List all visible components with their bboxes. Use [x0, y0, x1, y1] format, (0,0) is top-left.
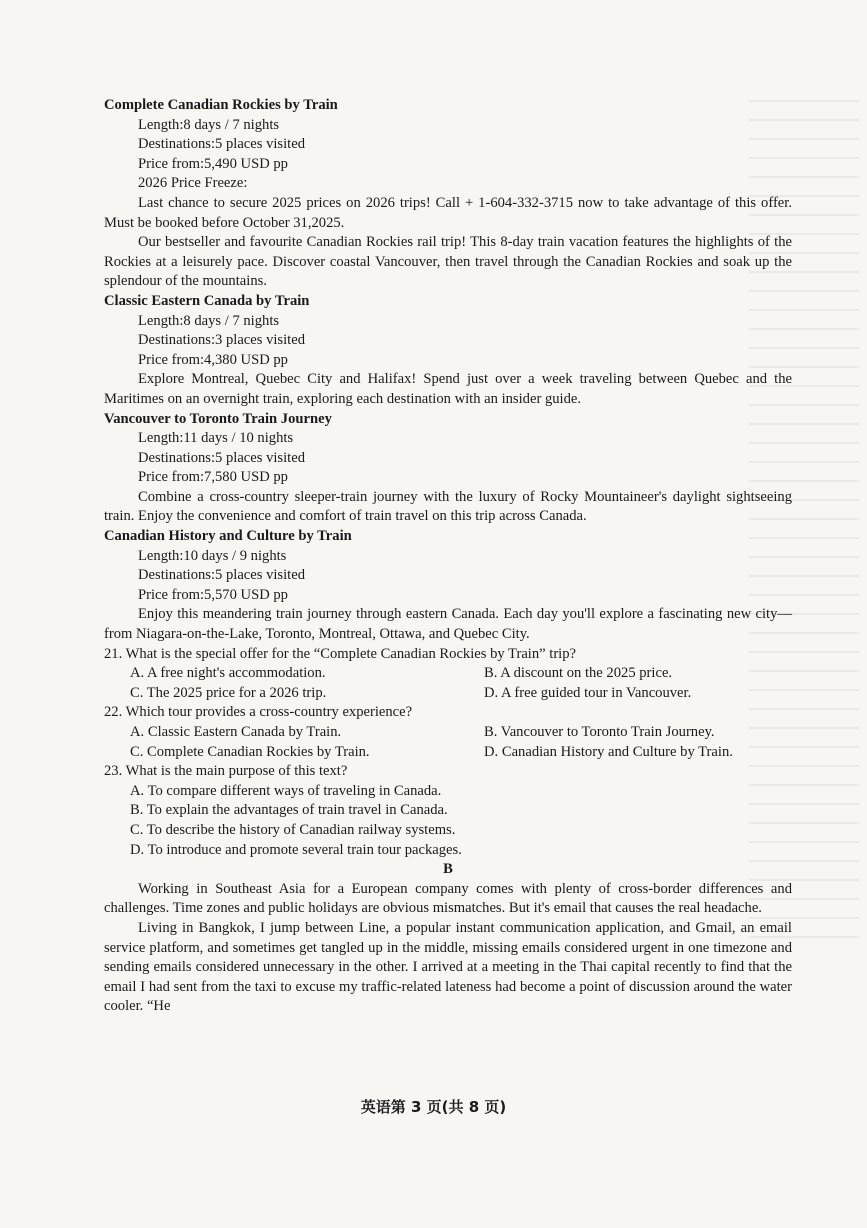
- option-c: C. Complete Canadian Rockies by Train.: [130, 743, 370, 760]
- page-content: [104, 96, 792, 1017]
- option-b: B. A discount on the 2025 price.: [484, 665, 673, 682]
- option-a: A. To compare different ways of traveling in Canada.: [130, 782, 442, 799]
- tour-paragraph: Our bestseller and favourite Canadian Rockies rail trip! This 8-day train vacation features the highlights of the Rockies at a leisurely pace. Discover coastal Vancouver, then travel through the Canadian Rockies and soak up the splendour of the mountains.: [104, 234, 792, 290]
- tour-price: Price from:5,490 USD pp: [138, 155, 288, 172]
- tour-title: Canadian History and Culture by Train: [104, 528, 352, 545]
- passage-paragraph: Working in Southeast Asia for a European company comes with plenty of cross-border differences and challenges. Time zones and public holidays are obvious mismatches. But it's email that causes the real headache.: [104, 880, 792, 917]
- question-22: [104, 703, 792, 762]
- tour-extra: 2026 Price Freeze:: [138, 175, 248, 192]
- option-a: A. A free night's accommodation.: [130, 665, 326, 682]
- tour-price: Price from:4,380 USD pp: [138, 351, 288, 368]
- option-c: C. To describe the history of Canadian railway systems.: [130, 821, 456, 838]
- tour-length: Length:10 days / 9 nights: [138, 547, 287, 564]
- tour-price: Price from:5,570 USD pp: [138, 586, 288, 603]
- tour-paragraph: Combine a cross-country sleeper-train journey with the luxury of Rocky Mountaineer's daylight sightseeing train. Enjoy the convenience and comfort of train travel on this trip across Canada.: [104, 488, 792, 525]
- option-c: C. The 2025 price for a 2026 trip.: [130, 684, 327, 701]
- passage-paragraph: Living in Bangkok, I jump between Line, a popular instant communication application, and Gmail, an email service platform, and sometimes get tangled up in the middle, missing emails considered urgent in one timezone and sending emails considered unnecessary in the other. I arrived at a meeting in the Thai capital recently to find that the email I had sent from the taxi to excuse my traffic-related lateness had become a point of discussion around the water cooler. “He: [104, 919, 792, 1015]
- question-text: 21. What is the special offer for the “Complete Canadian Rockies by Train” trip?: [104, 645, 577, 662]
- tour-block: [104, 527, 792, 645]
- tour-destinations: Destinations:5 places visited: [138, 449, 305, 466]
- tour-destinations: Destinations:5 places visited: [138, 136, 305, 153]
- section-letter: B: [443, 861, 453, 878]
- page-footer: 英语第 3 页(共 8 页): [360, 1098, 507, 1116]
- tour-length: Length:8 days / 7 nights: [138, 116, 280, 133]
- question-text: 23. What is the main purpose of this text?: [104, 763, 348, 780]
- options: [104, 723, 792, 762]
- options: [104, 664, 792, 703]
- tour-length: Length:11 days / 10 nights: [138, 430, 294, 447]
- question-text: 22. Which tour provides a cross-country experience?: [104, 704, 413, 721]
- question-21: [104, 645, 792, 704]
- tour-paragraph: Last chance to secure 2025 prices on 2026 trips! Call + 1-604-332-3715 now to take advantage of this offer. Must be booked before October 31,2025.: [104, 194, 792, 231]
- tour-destinations: Destinations:5 places visited: [138, 567, 305, 584]
- option-d: D. Canadian History and Culture by Train.: [484, 743, 733, 760]
- tour-paragraph: Enjoy this meandering train journey through eastern Canada. Each day you'll explore a fascinating new city—from Niagara-on-the-Lake, Toronto, Montreal, Ottawa, and Quebec City.: [104, 606, 792, 643]
- tour-block: [104, 410, 792, 528]
- option-d: D. To introduce and promote several train tour packages.: [130, 841, 462, 858]
- tour-paragraph: Explore Montreal, Quebec City and Halifax! Spend just over a week traveling between Quebec and the Maritimes on an overnight train, exploring each destination with an insider guide.: [104, 371, 792, 407]
- tour-price: Price from:7,580 USD pp: [138, 469, 288, 486]
- tour-destinations: Destinations:3 places visited: [138, 332, 305, 349]
- tour-title: Classic Eastern Canada by Train: [104, 292, 310, 309]
- option-b: B. To explain the advantages of train travel in Canada.: [130, 802, 448, 819]
- question-23: [104, 762, 792, 860]
- option-b: B. Vancouver to Toronto Train Journey.: [484, 724, 715, 740]
- option-a: A. Classic Eastern Canada by Train.: [130, 724, 342, 740]
- tour-length: Length:8 days / 7 nights: [138, 312, 280, 329]
- tour-block: [104, 96, 792, 292]
- option-d: D. A free guided tour in Vancouver.: [484, 684, 692, 701]
- options: [104, 782, 792, 860]
- tour-title: Vancouver to Toronto Train Journey: [104, 410, 332, 427]
- tour-title: Complete Canadian Rockies by Train: [104, 97, 338, 113]
- tour-block: [104, 292, 792, 410]
